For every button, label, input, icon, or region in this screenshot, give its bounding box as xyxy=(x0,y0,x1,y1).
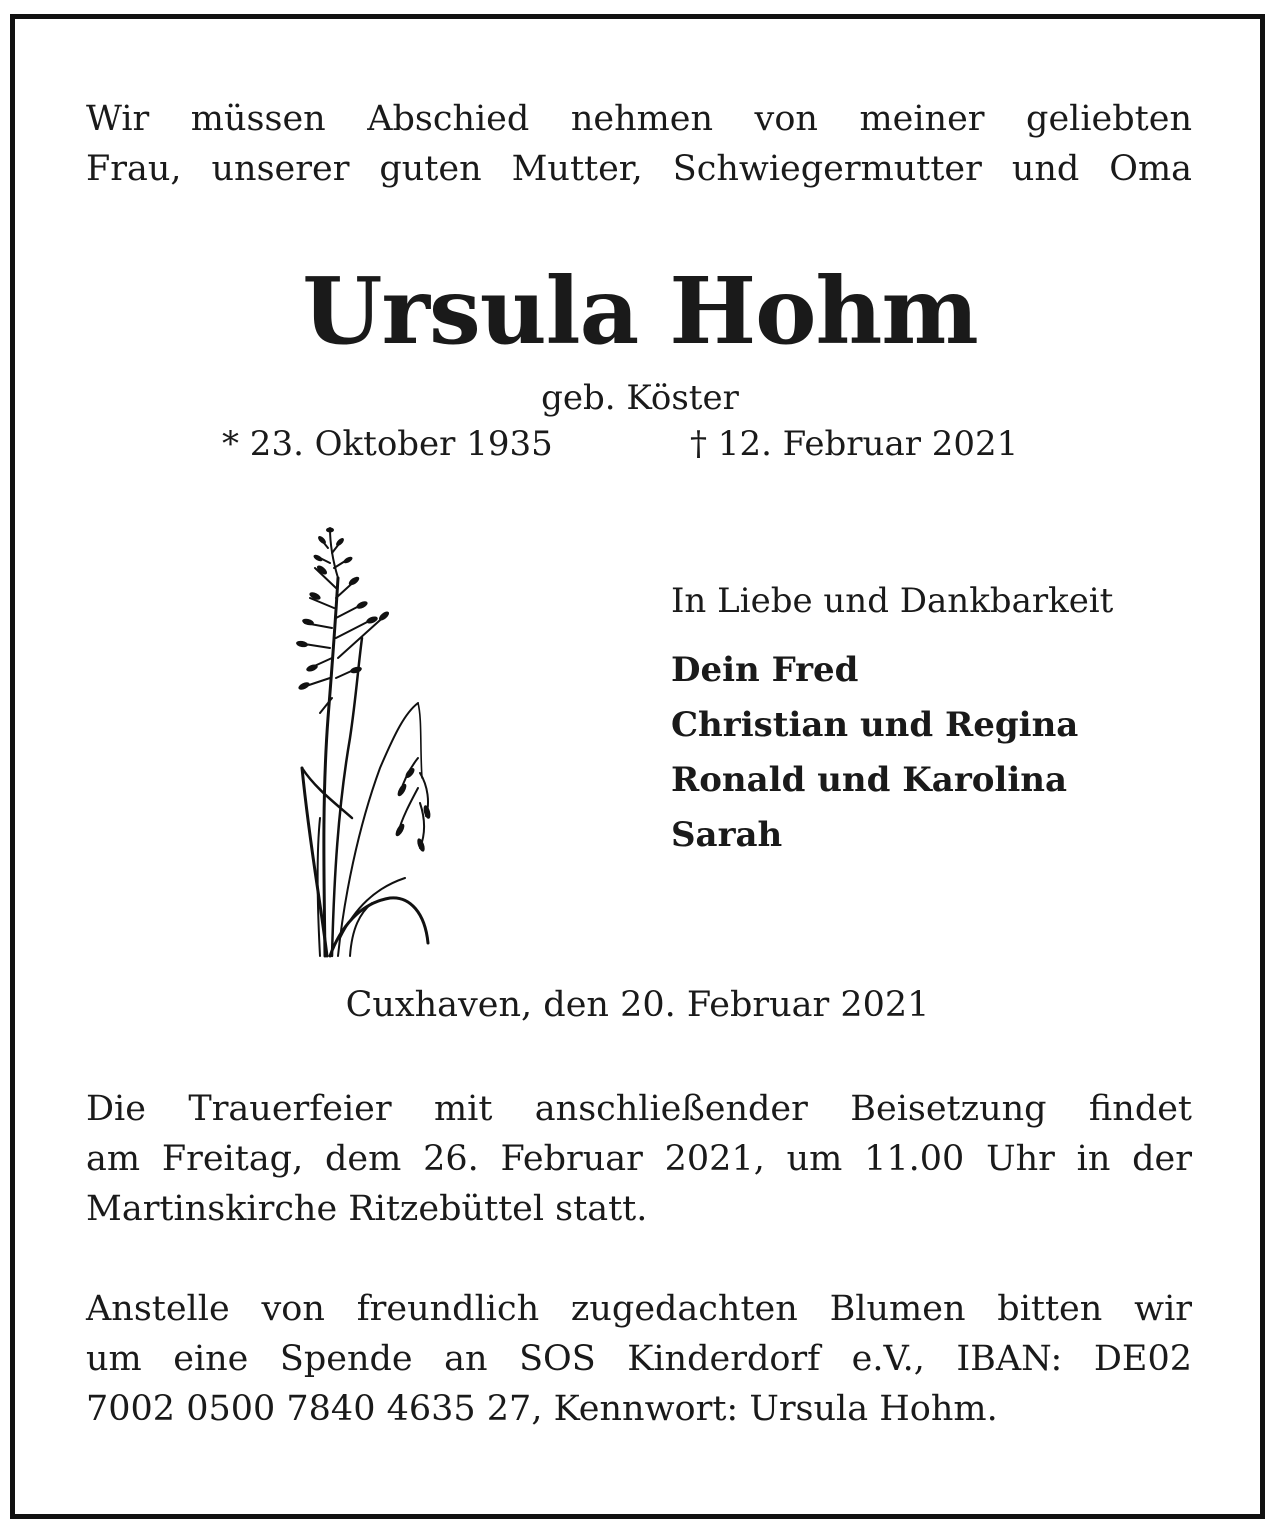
funeral-paragraph xyxy=(86,1084,1192,1234)
donation-paragraph xyxy=(86,1284,1192,1434)
death-date: † 12. Februar 2021 xyxy=(690,424,1019,464)
birth-date: * 23. Oktober 1935 xyxy=(222,424,553,464)
mourners-intro: In Liebe und Dankbarkeit xyxy=(671,581,1114,621)
intro-text xyxy=(86,94,1192,194)
grass-stalk-icon xyxy=(280,518,450,966)
donation-line: 7002 0500 7840 4635 27, Kennwort: Ursula Hohm. xyxy=(86,1389,998,1429)
mourner-name: Christian und Regina xyxy=(671,705,1079,745)
mourners-list xyxy=(671,643,1078,863)
intro-line: Frau, unserer guten Mutter, Schwiegermutter und Oma xyxy=(86,149,1192,189)
mourner-name: Dein Fred xyxy=(671,650,859,690)
donation-line: um eine Spende an SOS Kinderdorf e.V., IBAN: DE02 xyxy=(86,1339,1192,1379)
funeral-line: Martinskirche Ritzebüttel statt. xyxy=(86,1189,648,1229)
mourner-name: Sarah xyxy=(671,815,783,855)
donation-line: Anstelle von freundlich zugedachten Blumen bitten wir xyxy=(86,1289,1192,1329)
maiden-name: geb. Köster xyxy=(541,378,739,418)
deceased-name: Ursula Hohm xyxy=(302,257,978,365)
place-date: Cuxhaven, den 20. Februar 2021 xyxy=(345,985,930,1025)
funeral-line: am Freitag, dem 26. Februar 2021, um 11.00 Uhr in der xyxy=(86,1139,1192,1179)
mourner-name: Ronald und Karolina xyxy=(671,760,1068,800)
intro-line: Wir müssen Abschied nehmen von meiner geliebten xyxy=(86,99,1192,139)
funeral-line: Die Trauerfeier mit anschließender Beisetzung findet xyxy=(86,1089,1192,1129)
